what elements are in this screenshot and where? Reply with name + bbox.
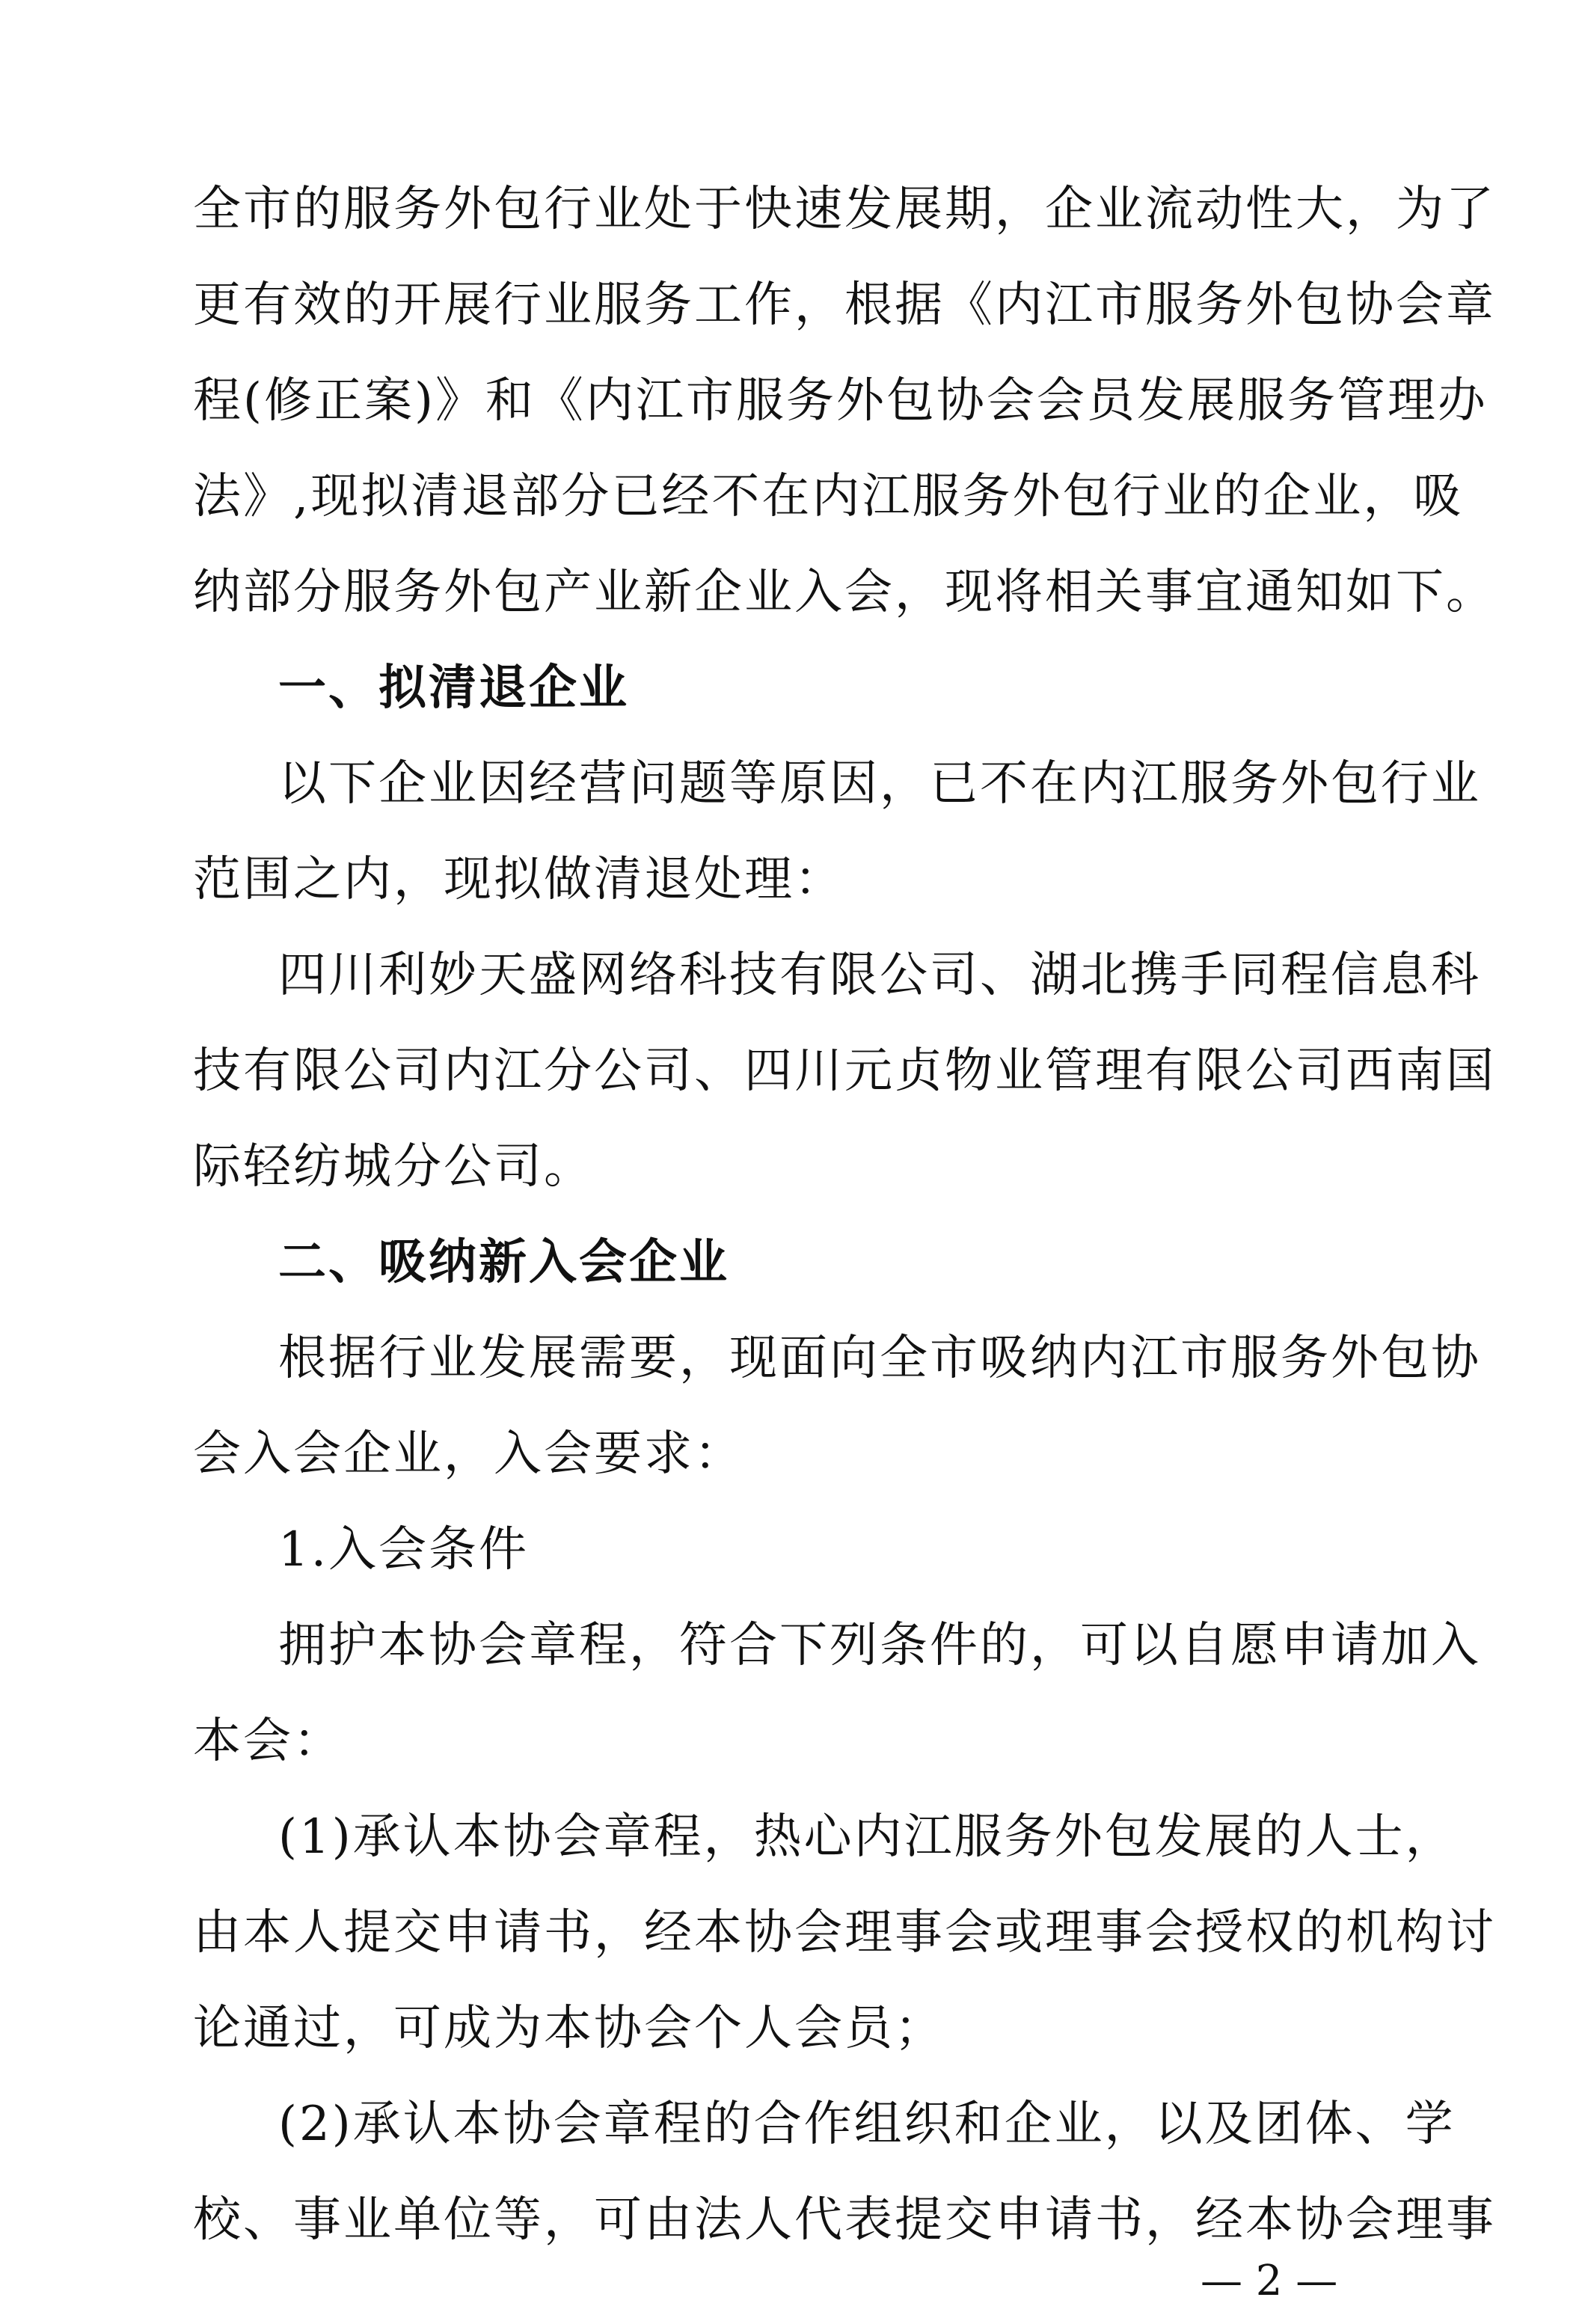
body-line: 技有限公司内江分公司、四川元贞物业管理有限公司西南国 xyxy=(193,1043,1496,1099)
body-line: (2)承认本协会章程的合作组织和企业，以及团体、学 xyxy=(278,2097,1456,2152)
body-line: 根据行业发展需要，现面向全市吸纳内江市服务外包协 xyxy=(278,1331,1481,1386)
section-heading: 二、吸纳新入会企业 xyxy=(278,1235,729,1290)
body-line: 校、事业单位等，可由法人代表提交申请书，经本协会理事 xyxy=(193,2192,1496,2248)
page-number: — 2 — xyxy=(1201,2257,1338,2305)
body-line: 论通过，可成为本协会个人会员； xyxy=(193,2001,945,2056)
body-line: 本会： xyxy=(193,1714,343,1769)
body-line: 范围之内，现拟做清退处理： xyxy=(193,852,844,907)
subsection-heading: 1.入会条件 xyxy=(278,1522,530,1578)
body-line: 际轻纺城分公司。 xyxy=(193,1139,594,1195)
body-line: 以下企业因经营问题等原因，已不在内江服务外包行业 xyxy=(278,756,1481,812)
body-line: (1)承认本协会章程，热心内江服务外包发展的人士， xyxy=(278,1809,1456,1865)
body-line: 由本人提交申请书，经本协会理事会或理事会授权的机构讨 xyxy=(193,1905,1496,1960)
section-heading: 一、拟清退企业 xyxy=(278,660,629,716)
body-line: 程(修正案)》和《内江市服务外包协会会员发展服务管理办 xyxy=(193,373,1488,429)
body-line: 四川利妙天盛网络科技有限公司、湖北携手同程信息科 xyxy=(278,948,1481,1003)
body-line: 更有效的开展行业服务工作，根据《内江市服务外包协会章 xyxy=(193,278,1496,333)
body-line: 全市的服务外包行业处于快速发展期，企业流动性大，为了 xyxy=(193,182,1496,237)
body-line: 法》,现拟清退部分已经不在内江服务外包行业的企业，吸 xyxy=(193,469,1464,524)
body-line: 会入会企业，入会要求： xyxy=(193,1426,744,1482)
body-line: 纳部分服务外包产业新企业入会，现将相关事宜通知如下。 xyxy=(193,565,1496,620)
body-line: 拥护本协会章程，符合下列条件的，可以自愿申请加入 xyxy=(278,1618,1481,1673)
